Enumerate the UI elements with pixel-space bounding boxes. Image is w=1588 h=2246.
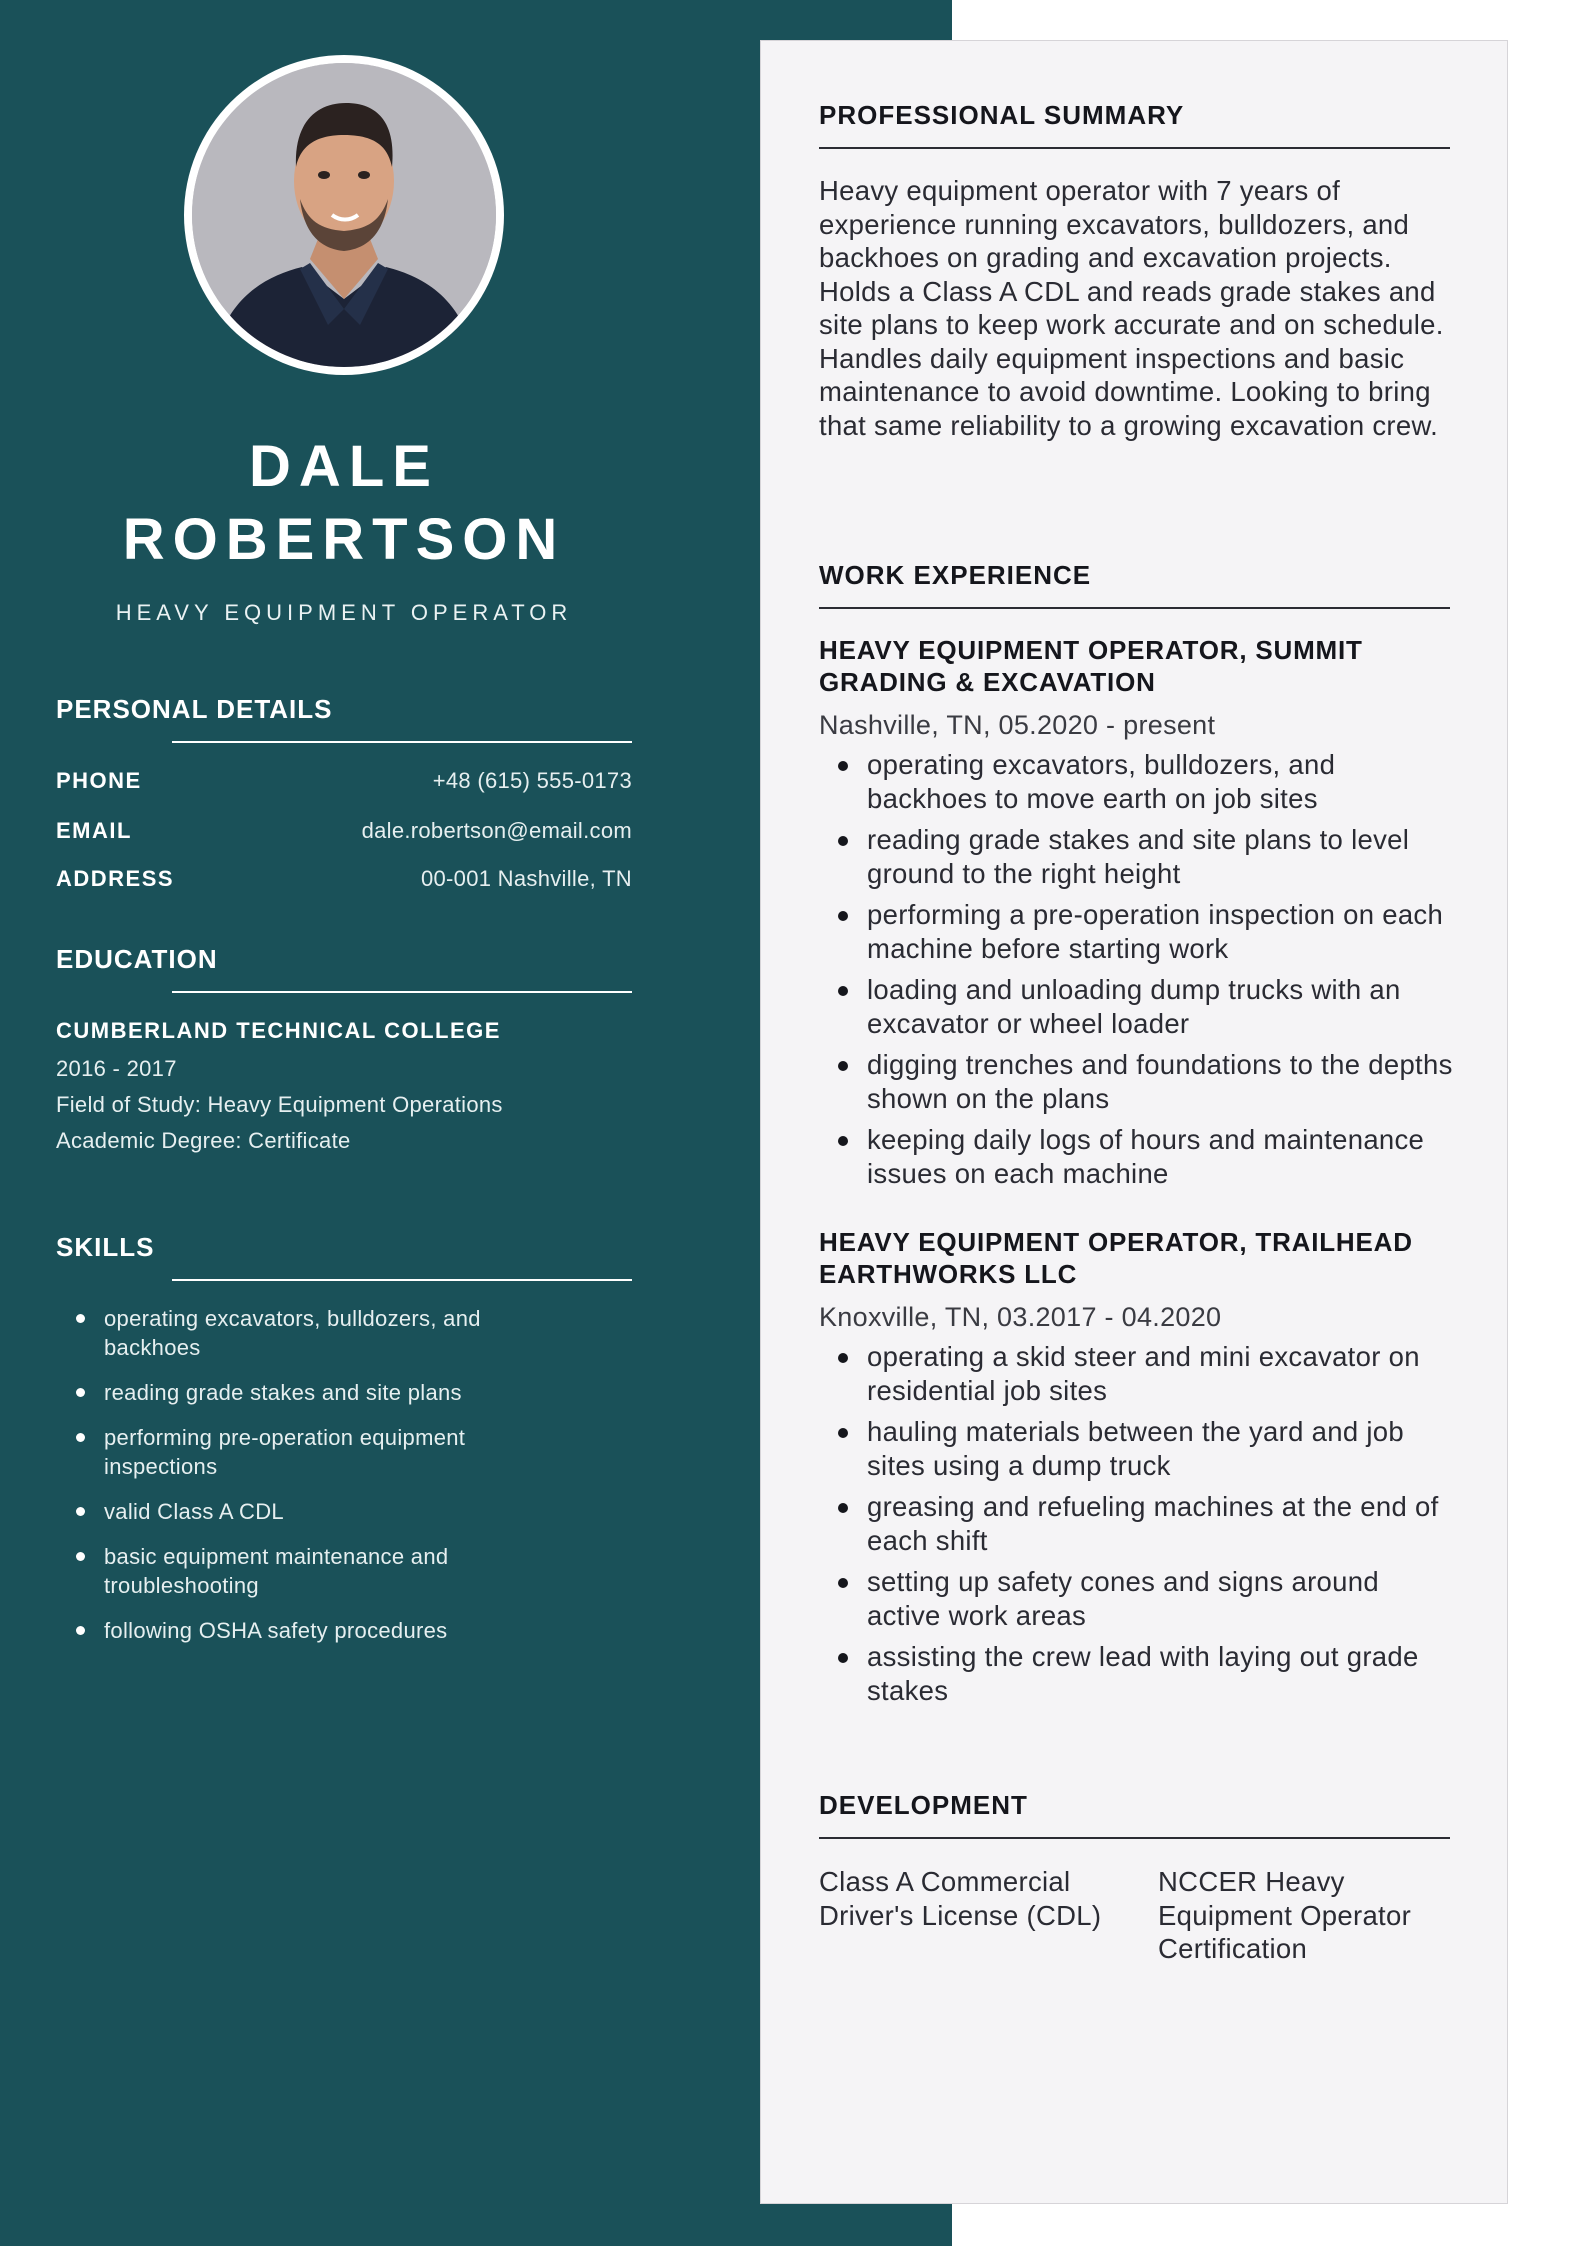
skills-divider bbox=[172, 1279, 632, 1281]
phone-label: PHONE bbox=[56, 768, 142, 793]
development-heading: DEVELOPMENT bbox=[819, 1790, 1028, 1820]
job-entry bbox=[819, 634, 1455, 1198]
development-divider bbox=[819, 1837, 1450, 1839]
duty-item: operating excavators, bulldozers, and backhoes to move earth on job sites bbox=[819, 748, 1455, 815]
education-field: Field of Study: Heavy Equipment Operations bbox=[56, 1092, 503, 1117]
personal-details-heading: PERSONAL DETAILS bbox=[56, 694, 333, 724]
job-role: HEAVY EQUIPMENT OPERATOR, TRAILHEAD EARTHWORKS LLC bbox=[819, 1227, 1413, 1289]
skill-item: valid Class A CDL bbox=[56, 1497, 576, 1526]
phone-row bbox=[56, 768, 632, 798]
duty-item: performing a pre-operation inspection on each machine before starting work bbox=[819, 898, 1455, 965]
duty-item: digging trenches and foundations to the depths shown on the plans bbox=[819, 1048, 1455, 1115]
portrait-illustration bbox=[192, 63, 496, 367]
development-item: NCCER Heavy Equipment Operator Certification bbox=[1158, 1866, 1412, 1964]
address-value: 00-001 Nashville, TN bbox=[420, 866, 632, 891]
job-meta: Knoxville, TN, 03.2017 - 04.2020 bbox=[819, 1302, 1222, 1332]
email-value: dale.robertson@email.com bbox=[361, 818, 632, 843]
education-years: 2016 - 2017 bbox=[56, 1056, 177, 1081]
education-school: CUMBERLAND TECHNICAL COLLEGE bbox=[56, 1018, 501, 1043]
skill-item: operating excavators, bulldozers, and backhoes bbox=[56, 1304, 576, 1362]
duty-item: reading grade stakes and site plans to level ground to the right height bbox=[819, 823, 1455, 890]
profile-photo bbox=[184, 55, 504, 375]
duty-item: operating a skid steer and mini excavator on residential job sites bbox=[819, 1340, 1455, 1407]
skills-heading: SKILLS bbox=[56, 1232, 155, 1262]
address-label: ADDRESS bbox=[56, 866, 175, 891]
education-heading: EDUCATION bbox=[56, 944, 218, 974]
duty-item: greasing and refueling machines at the end of each shift bbox=[819, 1490, 1455, 1557]
skill-item: reading grade stakes and site plans bbox=[56, 1378, 576, 1407]
email-row bbox=[56, 818, 632, 848]
duty-item: loading and unloading dump trucks with an excavator or wheel loader bbox=[819, 973, 1455, 1040]
experience-divider bbox=[819, 607, 1450, 609]
last-name: ROBERTSON bbox=[122, 507, 566, 572]
summary-divider bbox=[819, 147, 1450, 149]
job-title: HEAVY EQUIPMENT OPERATOR bbox=[115, 600, 573, 625]
job-role: HEAVY EQUIPMENT OPERATOR, SUMMIT GRADING & EXCAVATION bbox=[819, 635, 1363, 697]
duty-item: assisting the crew lead with laying out grade stakes bbox=[819, 1640, 1455, 1707]
skills-list bbox=[56, 1304, 576, 1661]
phone-value: +48 (615) 555-0173 bbox=[432, 768, 632, 793]
duty-item: hauling materials between the yard and job sites using a dump truck bbox=[819, 1415, 1455, 1482]
left-column bbox=[0, 0, 760, 2246]
job-duties bbox=[819, 1340, 1455, 1707]
duty-item: keeping daily logs of hours and maintenance issues on each machine bbox=[819, 1123, 1455, 1190]
summary-text: Heavy equipment operator with 7 years of experience running excavators, bulldozers, and backhoes on grading and excavation projects. Holds a Class A CDL and reads grade stakes and site plans to keep work accurate and on schedule. Handles daily equipment inspections and basic maintenance to avoid downtime. Looking to bring that same reliability to a growing excavation crew. bbox=[819, 175, 1444, 441]
skill-item: performing pre-operation equipment inspections bbox=[56, 1423, 576, 1481]
education-divider bbox=[172, 991, 632, 993]
experience-heading: WORK EXPERIENCE bbox=[819, 560, 1092, 590]
duty-item: setting up safety cones and signs around active work areas bbox=[819, 1565, 1455, 1632]
job-entry bbox=[819, 1226, 1455, 1715]
personal-details-divider bbox=[172, 741, 632, 743]
address-row bbox=[56, 866, 632, 896]
job-meta: Nashville, TN, 05.2020 - present bbox=[819, 710, 1216, 740]
first-name: DALE bbox=[249, 434, 439, 499]
email-label: EMAIL bbox=[56, 818, 132, 843]
education-degree: Academic Degree: Certificate bbox=[56, 1128, 351, 1153]
profile-photo-image bbox=[192, 63, 496, 367]
job-duties bbox=[819, 748, 1455, 1190]
summary-heading: PROFESSIONAL SUMMARY bbox=[819, 100, 1185, 130]
development-item: Class A Commercial Driver's License (CDL) bbox=[819, 1866, 1102, 1931]
skill-item: basic equipment maintenance and troubleshooting bbox=[56, 1542, 576, 1600]
skill-item: following OSHA safety procedures bbox=[56, 1616, 576, 1645]
